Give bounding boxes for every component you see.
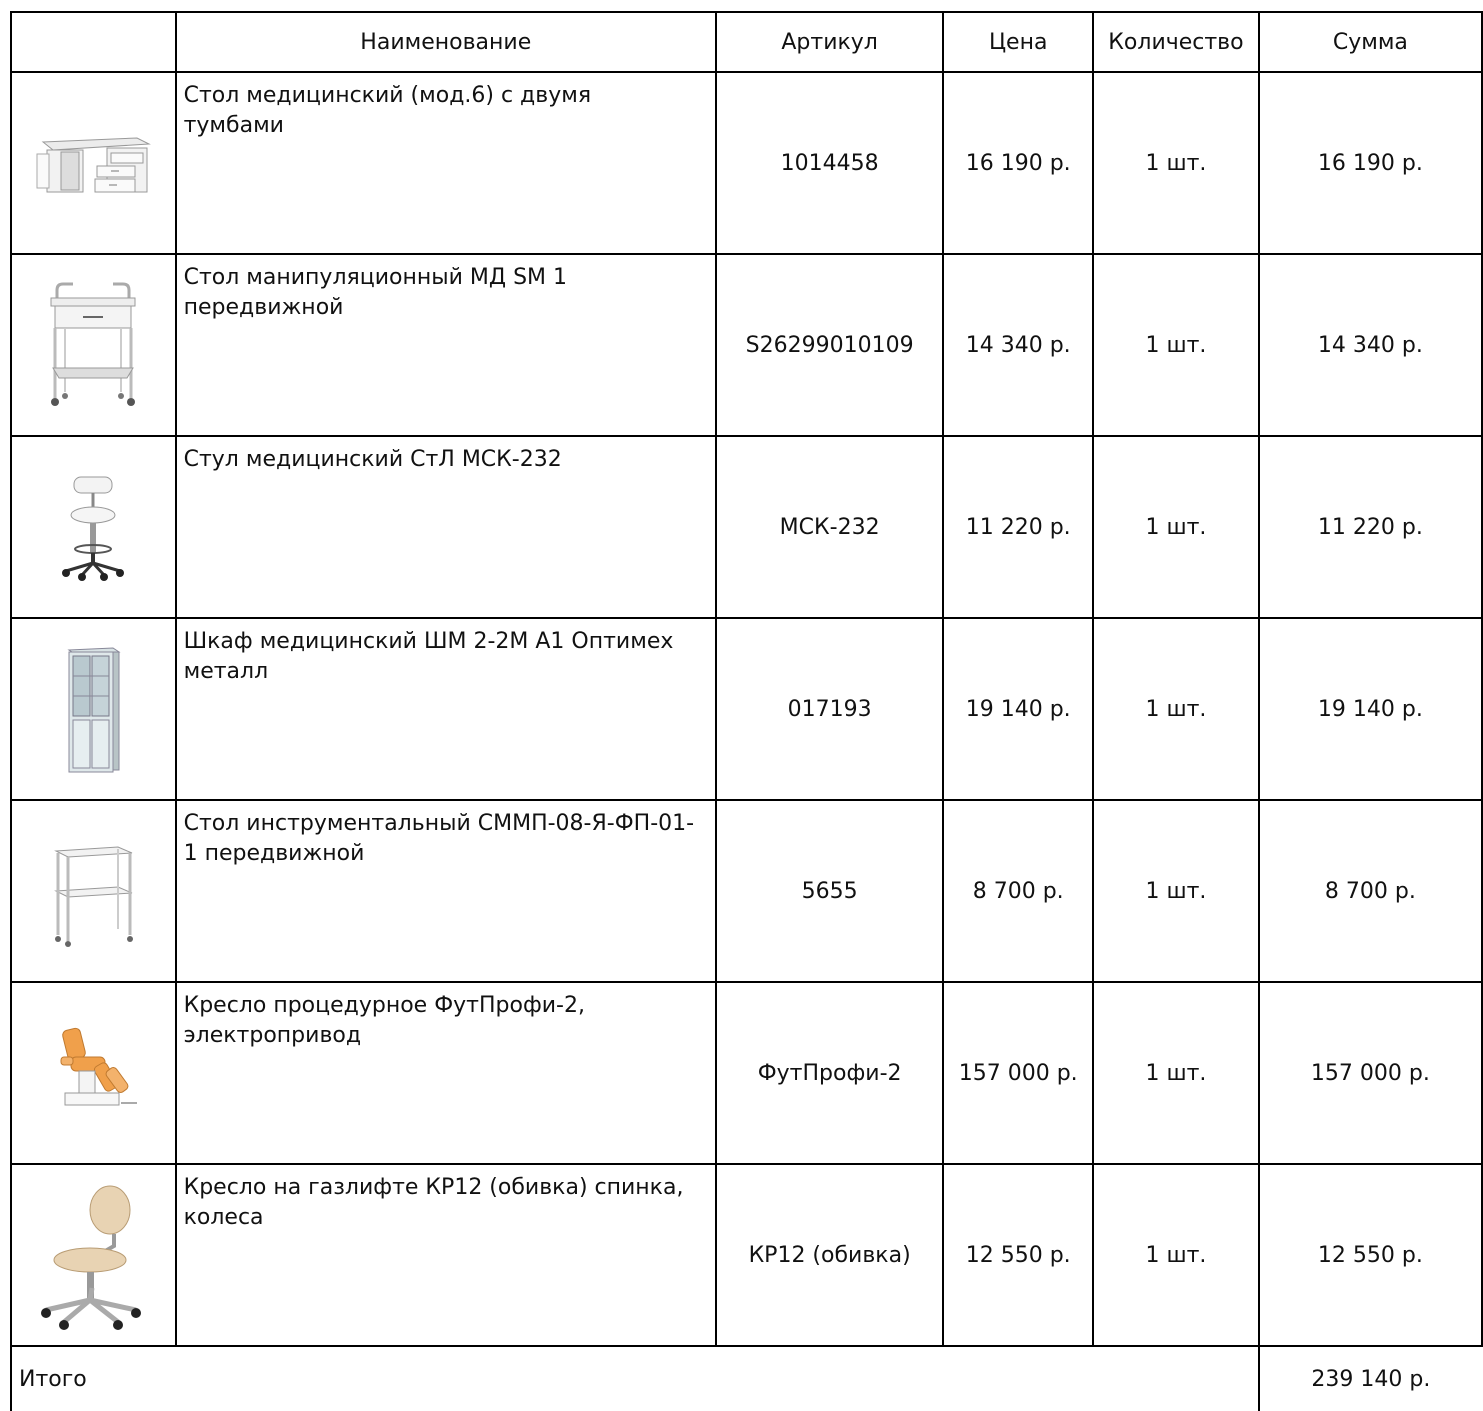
product-name: Шкаф медицинский ШМ 2-2М А1 Оптимех металл: [176, 618, 716, 800]
manipulation-trolley-image: [43, 280, 143, 410]
product-sum: 14 340 р.: [1259, 254, 1482, 436]
product-name: Кресло процедурное ФутПрофи-2, электропривод: [176, 982, 716, 1164]
product-price: 8 700 р.: [943, 800, 1093, 982]
total-value: 239 140 р.: [1259, 1346, 1482, 1411]
product-price: 157 000 р.: [943, 982, 1093, 1164]
product-image-cell: [11, 254, 176, 436]
table-row: [11, 1164, 1482, 1346]
table-row: [11, 618, 1482, 800]
medical-desk-image: [33, 128, 153, 198]
product-image-cell: [11, 1164, 176, 1346]
product-price: 19 140 р.: [943, 618, 1093, 800]
table-row: [11, 982, 1482, 1164]
table-row: [11, 254, 1482, 436]
product-price: 14 340 р.: [943, 254, 1093, 436]
product-quantity: 1 шт.: [1093, 254, 1259, 436]
column-header-quantity: Количество: [1093, 12, 1259, 72]
product-price: 11 220 р.: [943, 436, 1093, 618]
product-quantity: 1 шт.: [1093, 72, 1259, 254]
product-sku: 5655: [716, 800, 943, 982]
product-image-cell: [11, 436, 176, 618]
product-sku: S26299010109: [716, 254, 943, 436]
product-quantity: 1 шт.: [1093, 618, 1259, 800]
product-sum: 8 700 р.: [1259, 800, 1482, 982]
product-quantity: 1 шт.: [1093, 436, 1259, 618]
product-quantity: 1 шт.: [1093, 982, 1259, 1164]
product-name: Стол медицинский (мод.6) с двумя тумбами: [176, 72, 716, 254]
product-sum: 11 220 р.: [1259, 436, 1482, 618]
product-name: Стол манипуляционный МД SM 1 передвижной: [176, 254, 716, 436]
product-name: Стол инструментальный СММП-08-Я-ФП-01-1 передвижной: [176, 800, 716, 982]
table-row: [11, 72, 1482, 254]
table-row: [11, 436, 1482, 618]
medical-stool-image: [58, 471, 128, 583]
product-sum: 157 000 р.: [1259, 982, 1482, 1164]
product-sku: 1014458: [716, 72, 943, 254]
total-row: [11, 1346, 1482, 1411]
product-name: Кресло на газлифте КР12 (обивка) спинка, колеса: [176, 1164, 716, 1346]
product-quantity: 1 шт.: [1093, 800, 1259, 982]
product-sum: 16 190 р.: [1259, 72, 1482, 254]
product-sku: 017193: [716, 618, 943, 800]
product-sku: ФутПрофи-2: [716, 982, 943, 1164]
product-price: 12 550 р.: [943, 1164, 1093, 1346]
column-header-name: Наименование: [176, 12, 716, 72]
product-name: Стул медицинский СтЛ МСК-232: [176, 436, 716, 618]
product-price: 16 190 р.: [943, 72, 1093, 254]
product-image-cell: [11, 618, 176, 800]
product-image-cell: [11, 72, 176, 254]
column-header-price: Цена: [943, 12, 1093, 72]
instrument-trolley-image: [48, 835, 138, 947]
product-quantity: 1 шт.: [1093, 1164, 1259, 1346]
product-sku: КР12 (обивка): [716, 1164, 943, 1346]
table-header-row: [11, 12, 1482, 72]
product-sum: 19 140 р.: [1259, 618, 1482, 800]
column-header-sku: Артикул: [716, 12, 943, 72]
medical-cabinet-image: [63, 644, 123, 774]
procedure-chair-image: [43, 1023, 143, 1123]
gaslift-chair-image: [28, 1180, 158, 1330]
product-sum: 12 550 р.: [1259, 1164, 1482, 1346]
column-header-image: [11, 12, 176, 72]
total-label: Итого: [11, 1346, 1259, 1411]
column-header-sum: Сумма: [1259, 12, 1482, 72]
product-sku: МСК-232: [716, 436, 943, 618]
order-table: [10, 11, 1483, 1411]
product-image-cell: [11, 800, 176, 982]
product-image-cell: [11, 982, 176, 1164]
table-row: [11, 800, 1482, 982]
